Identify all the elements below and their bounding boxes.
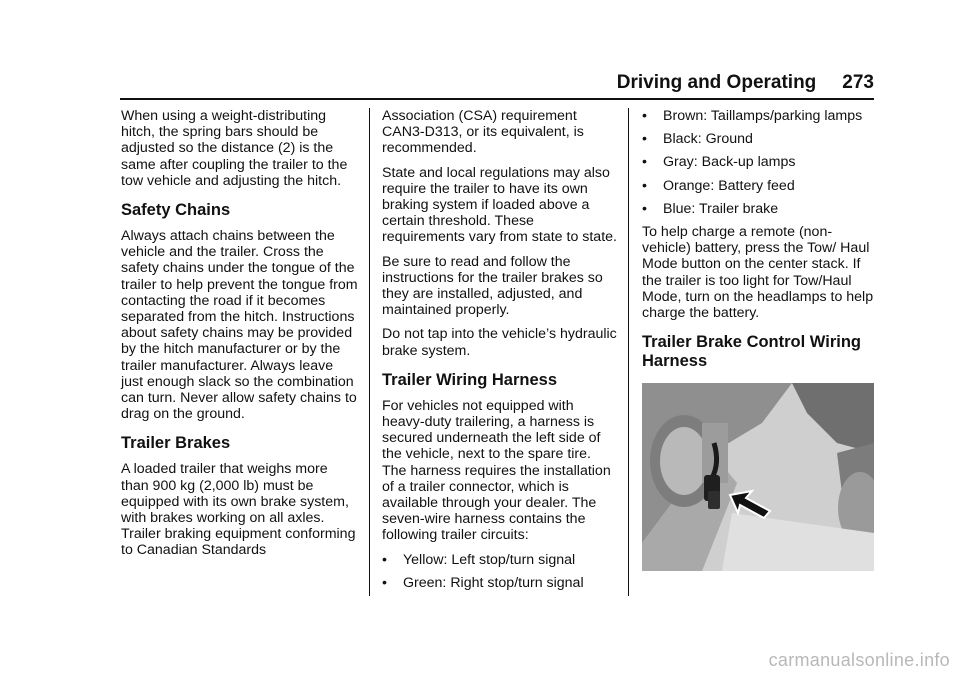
watermark: carmanualsonline.info: [768, 650, 950, 670]
instructions-paragraph: Be sure to read and follow the instructions for the trailer brakes so they are installed, adjusted, and maintained properly.: [382, 253, 603, 319]
column-divider: [369, 108, 370, 596]
wiring-harness-body: For vehicles not equipped with heavy-duty trailering, a harness is secured underneath the left side of the vehicle, next to the spare tire. The harness requires the installation of a trailer connector, which is available through your dealer. The seven-wire harness contains the following trailer circuits:: [382, 397, 611, 544]
circuit-label: Blue: Trailer brake: [663, 200, 779, 217]
column-3: [642, 108, 878, 571]
list-item: [642, 178, 878, 194]
bullet-icon: •: [642, 131, 647, 148]
list-item: [642, 201, 878, 217]
section-title: Driving and Operating: [616, 72, 817, 93]
list-item: [642, 131, 878, 147]
bullet-icon: •: [642, 108, 647, 124]
circuit-list: [642, 108, 878, 217]
circuit-label: Black: Ground: [663, 131, 753, 148]
page-header: [560, 70, 874, 96]
list-item: [642, 154, 878, 170]
safety-chains-body: Always attach chains between the vehicle and the trailer. Cross the safety chains under the tongue of the trailer to help prevent the tongue from contacting the road if it becomes separated from the hitch. Instructions about safety chains may be provided by the hitch manufacturer or by the trailer manufacturer. Always leave just enough slack so the combination can turn. Never allow safety chains to drag on the ground.: [121, 228, 358, 423]
bullet-icon: •: [642, 200, 647, 217]
safety-chains-heading: Safety Chains: [121, 201, 231, 220]
column-2: [382, 108, 618, 598]
wiring-location-photo: [642, 383, 874, 571]
list-item: [642, 108, 878, 124]
list-item: [382, 575, 618, 591]
page-number: 273: [842, 72, 874, 93]
list-item: [382, 552, 618, 568]
hydraulic-paragraph: Do not tap into the vehicle’s hydraulic brake system.: [382, 326, 617, 359]
circuit-label: Gray: Back-up lamps: [663, 154, 796, 171]
wiring-harness-heading: Trailer Wiring Harness: [382, 370, 557, 389]
column-divider: [628, 108, 629, 596]
trailer-brakes-heading: Trailer Brakes: [121, 434, 231, 453]
brake-control-wiring-heading: Trailer Brake Control Wiring Harness: [642, 333, 861, 371]
bullet-icon: •: [642, 154, 647, 171]
column-1: [121, 108, 359, 567]
bullet-icon: •: [382, 551, 387, 568]
trailer-brakes-body: A loaded trailer that weighs more than 900 kg (2,000 lb) must be equipped with its own brake system, with brakes working on all axles. Trailer braking equipment conforming to Canadian Standards: [121, 461, 356, 559]
bullet-icon: •: [642, 177, 647, 194]
circuit-label: Brown: Taillamps/parking lamps: [663, 108, 863, 124]
circuit-label: Yellow: Left stop/turn signal: [403, 551, 576, 568]
csa-paragraph: Association (CSA) requirement CAN3-D313, or its equivalent, is recommended.: [382, 108, 584, 157]
regulations-paragraph: State and local regulations may also require the trailer to have its own braking system if loaded above a certain threshold. These requirements vary from state to state.: [382, 164, 617, 246]
circuit-label: Green: Right stop/turn signal: [403, 574, 584, 591]
circuit-list: [382, 552, 618, 591]
charge-paragraph: To help charge a remote (non-vehicle) battery, press the Tow/ Haul Mode button on the center stack. If the trailer is too light for Tow/Haul Mode, turn on the headlamps to help charge the battery.: [642, 224, 874, 322]
header-rule: [120, 98, 874, 100]
circuit-label: Orange: Battery feed: [663, 177, 795, 194]
bullet-icon: •: [382, 574, 387, 591]
hitch-paragraph: When using a weight-distributing hitch, the spring bars should be adjusted so the distance (2) is the same after coupling the trailer to the tow vehicle and adjusting the hitch.: [121, 108, 348, 189]
